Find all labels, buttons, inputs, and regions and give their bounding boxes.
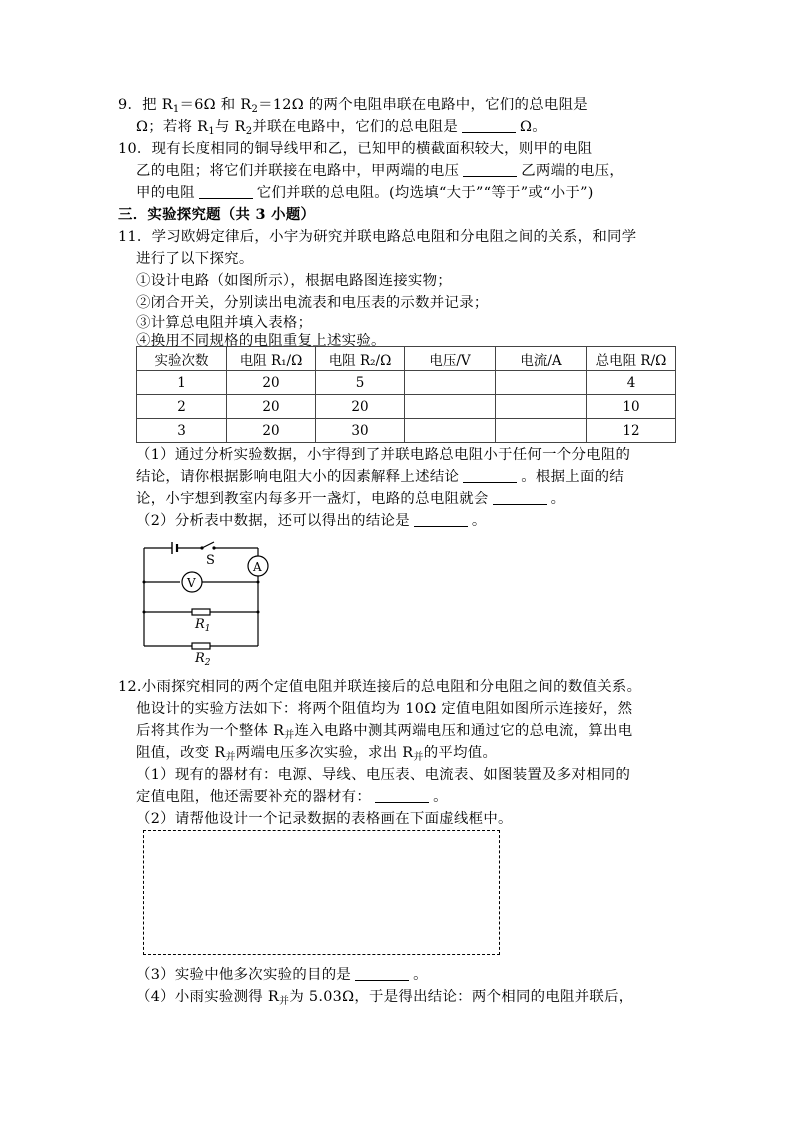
table-header: 电阻 R₂/Ω [316, 347, 405, 371]
table-header: 总电阻 R/Ω [587, 347, 676, 371]
q12-line-1: 12.小雨探究相同的两个定值电阻并联连接后的总电阻和分电阻之间的数值关系。 [118, 679, 642, 695]
table-row [137, 395, 676, 419]
subscript: 并 [225, 752, 236, 763]
q11-text: 。 [550, 491, 566, 507]
q11-line-1: 11．学习欧姆定律后，小宇为研究并联电路总电阻和分电阻之间的关系，和同学 [118, 229, 637, 245]
q10-text: 它们并联的总电阻。(均选填“大于”“等于”或“小于”) [256, 185, 594, 201]
section-heading: 三．实验探究题（共 3 小题） [118, 206, 316, 223]
subscript: 并 [279, 996, 290, 1007]
q9-line-1 [118, 96, 588, 114]
table-cell [496, 419, 587, 443]
table-cell: 30 [316, 419, 405, 443]
subscript: 2 [245, 126, 253, 137]
subscript: 2 [251, 104, 259, 115]
table-header: 电流/A [496, 347, 587, 371]
answer-blank[interactable] [493, 490, 547, 505]
q12-text: （3）实验中他多次实验的目的是 [136, 967, 352, 983]
q12-part1-line-2 [136, 788, 448, 806]
table-cell [496, 395, 587, 419]
table-row [137, 419, 676, 443]
subscript: 1 [172, 104, 180, 115]
table-cell: 20 [227, 419, 316, 443]
q10-line-1: 10．现有长度相同的铜导线甲和乙，已知甲的横截面积较大，则甲的电阻 [118, 141, 593, 157]
q11-text: 。 [471, 513, 487, 529]
table-cell [496, 371, 587, 395]
q12-text: 定值电阻，他还需要补充的器材有： [136, 789, 372, 805]
table-row [137, 371, 676, 395]
q10-text: 乙两端的电压， [521, 163, 625, 179]
q12-part4 [136, 988, 633, 1006]
table-cell: 3 [137, 419, 227, 443]
q11-text: （2）分析表中数据，还可以得出的结论是 [136, 513, 410, 529]
q12-line-3 [136, 722, 632, 740]
q11-step-3: ③计算总电阻并填入表格； [136, 315, 313, 331]
table-header: 实验次数 [137, 347, 227, 371]
r1-label: $R_1$ [195, 617, 211, 634]
q12-text: 为 5.03Ω，于是得出结论：两个相同的电阻并联后， [289, 989, 634, 1005]
q9-line-2 [136, 118, 547, 136]
q12-text: 连入电路中测其两端电压和通过它的总电流，算出电 [294, 723, 633, 739]
q10-text: 甲的电阻 [136, 185, 195, 201]
q11-part1-line-2 [136, 468, 624, 486]
q10-line-3 [136, 184, 594, 202]
subscript: 并 [284, 730, 295, 741]
q11-part2 [136, 512, 487, 530]
q9-text: 9．把 R [118, 97, 173, 113]
q12-text: 。 [433, 789, 448, 805]
r2-label: $R_2$ [195, 651, 211, 668]
answer-table-box[interactable] [143, 830, 500, 955]
table-cell: 5 [316, 371, 405, 395]
q9-text: Ω。 [520, 119, 547, 135]
table-header: 电压/V [405, 347, 496, 371]
table-cell: 20 [227, 395, 316, 419]
voltmeter-label: V [187, 576, 196, 590]
q11-part1-line-3 [136, 490, 565, 508]
subscript: 并 [413, 752, 424, 763]
q12-part1-line-1: （1）现有的器材有：电源、导线、电压表、电流表、如图装置及多对相同的 [136, 767, 631, 783]
data-table [136, 346, 676, 443]
switch-label: S [206, 553, 215, 568]
table-cell: 10 [587, 395, 676, 419]
q9-text: 并联在电路中，它们的总电阻是 [252, 119, 459, 135]
q9-text: ＝12Ω 的两个电阻串联在电路中，它们的总电阻是 [258, 97, 588, 113]
table-cell [405, 371, 496, 395]
table-cell: 20 [316, 395, 405, 419]
table-cell: 2 [137, 395, 227, 419]
table-cell [405, 419, 496, 443]
table-cell: 4 [587, 371, 676, 395]
table-cell: 20 [227, 371, 316, 395]
q10-line-2 [136, 162, 624, 180]
answer-blank[interactable] [463, 162, 517, 177]
q11-line-2: 进行了以下探究。 [136, 251, 254, 267]
q11-part1-line-1: （1）通过分析实验数据，小宇得到了并联电路总电阻小于任何一个分电阻的 [136, 447, 631, 463]
table-header-row [137, 347, 676, 371]
q11-text: 论，小宇想到教室内每多开一盏灯，电路的总电阻就会 [136, 491, 489, 507]
q12-text: （4）小雨实验测得 R [136, 989, 279, 1005]
q12-text: 两端电压多次实验，求出 R [235, 745, 414, 761]
q11-step-1: ①设计电路（如图所示），根据电路图连接实物； [136, 273, 452, 289]
q12-text: 阻值，改变 R [136, 745, 226, 761]
answer-blank[interactable] [355, 966, 409, 981]
q9-text: ＝6Ω 和 R [179, 97, 252, 113]
circuit-diagram [140, 540, 280, 668]
q10-text: 乙的电阻；将它们并联接在电路中，甲两端的电压 [136, 163, 460, 179]
table-cell [405, 395, 496, 419]
subscript: 1 [208, 126, 215, 137]
q11-text: 。根据上面的结 [521, 469, 625, 485]
q9-text: Ω；若将 R [136, 119, 209, 135]
answer-blank[interactable] [199, 184, 253, 199]
ammeter-label: A [253, 560, 262, 574]
q12-part2: （2）请帮他设计一个记录数据的表格画在下面虚线框中。 [136, 811, 513, 827]
q12-text: 的平均值。 [423, 745, 498, 761]
table-cell: 1 [137, 371, 227, 395]
answer-blank[interactable] [414, 512, 468, 527]
q12-line-4 [136, 744, 497, 762]
q11-text: 结论，请你根据影响电阻大小的因素解释上述结论 [136, 469, 460, 485]
q11-step-2: ②闭合开关，分别读出电流表和电压表的示数并记录； [136, 295, 489, 311]
q12-line-2: 他设计的实验方法如下：将两个阻值均为 10Ω 定值电阻如图所示连接好，然 [136, 701, 633, 717]
answer-blank[interactable] [375, 788, 429, 803]
table-cell: 12 [587, 419, 676, 443]
q11-step-4: ④换用不同规格的电阻重复上述实验。 [136, 333, 386, 349]
q12-text: 。 [413, 967, 428, 983]
table-header: 电阻 R₁/Ω [227, 347, 316, 371]
answer-blank[interactable] [462, 118, 516, 133]
q9-text: 与 R [215, 119, 246, 135]
q12-text: 后将其作为一个整体 R [136, 723, 285, 739]
q12-part3 [136, 966, 428, 984]
answer-blank[interactable] [463, 468, 517, 483]
